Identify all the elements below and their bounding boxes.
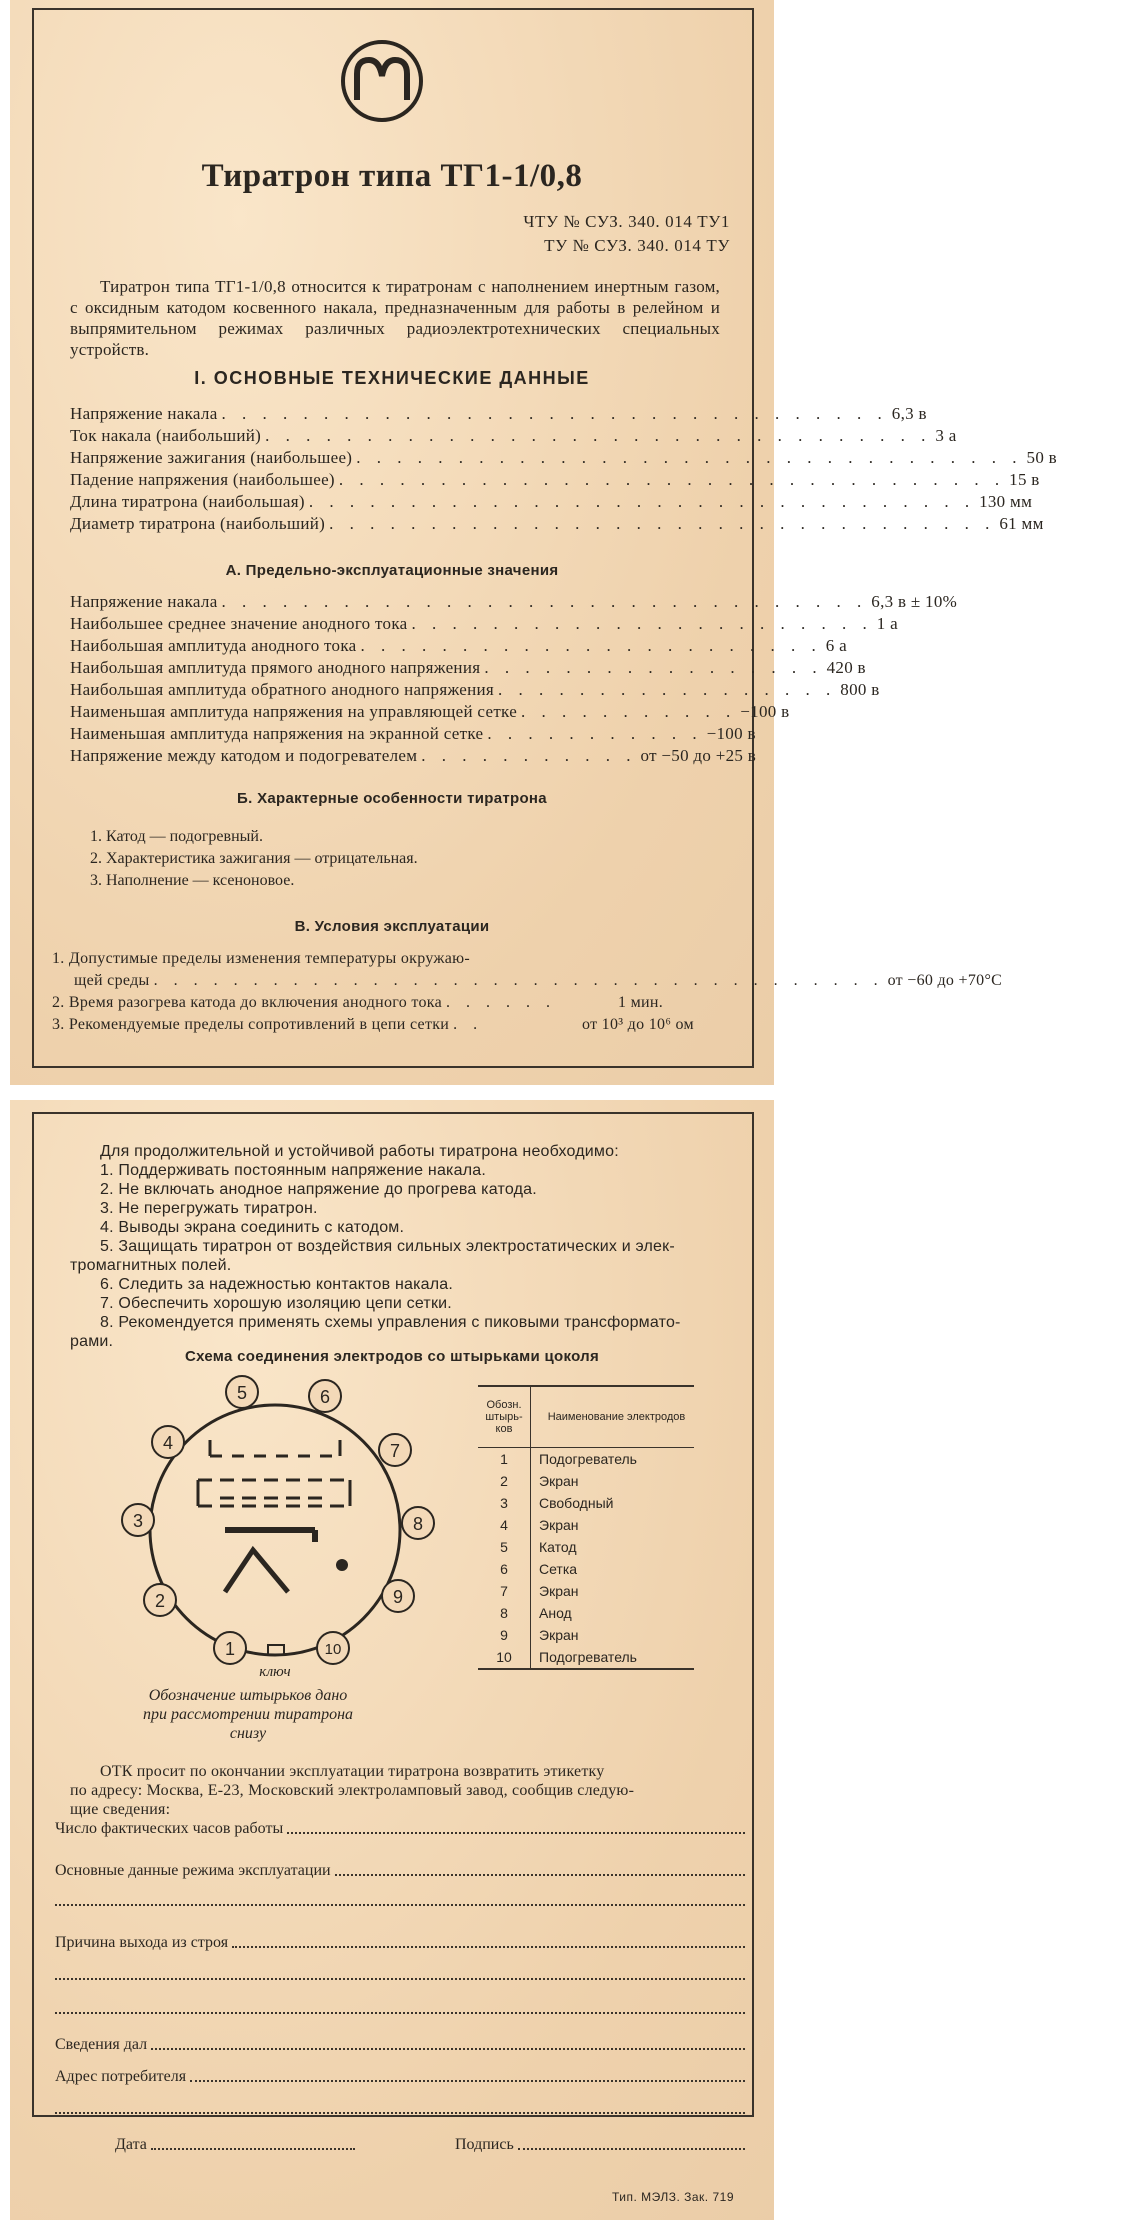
basic-row: Диаметр тиратрона (наибольший) . . . . . . . . . . . . . . . . . . . . . . . . . . . . . . . . . 61 мм — [70, 514, 1044, 533]
pin-1 — [214, 1632, 246, 1664]
otk-request: ОТК просит по окончании эксплуатации тиратрона возвратить этикетку по адресу: Москва, Е-23, Московский электроламповый завод, сообщив следую- щие сведения: — [70, 1763, 635, 1818]
basic-data-list — [70, 404, 1057, 536]
svg-text:9: 9 — [392, 1587, 404, 1607]
limit-row: Наибольшая амплитуда анодного тока . . . . . . . . . . . . . . . . . . . . . . . 6 а — [70, 636, 847, 655]
limit-row: Напряжение между катодом и подогревателем . . . . . . . . . . . от −50 до +25 в — [70, 746, 757, 765]
list-item: 2. Не включать анодное напряжение до прогрева катода. — [100, 1181, 537, 1198]
field-hours[interactable]: Число фактических часов работы — [55, 1816, 745, 1838]
page-title: Тиратрон типа ТГ1-1/0,8 — [201, 158, 583, 194]
key-label: ключ — [259, 1664, 291, 1680]
field-mode-continued[interactable] — [55, 1888, 745, 1910]
limit-row: Наименьшая амплитуда напряжения на управляющей сетке . . . . . . . . . . . −100 в — [70, 702, 790, 721]
field-gave[interactable]: Сведения дал — [55, 2032, 745, 2054]
melz-logo — [341, 40, 423, 122]
basic-row: Напряжение зажигания (наибольшее) . . . . . . . . . . . . . . . . . . . . . . . . . . . . . . . . . 50 в — [70, 448, 1057, 467]
svg-text:1: 1 — [224, 1639, 236, 1659]
section-conditions-title: В. Условия эксплуатации — [294, 918, 490, 935]
m-logo-icon — [351, 52, 413, 112]
pin-2 — [144, 1584, 176, 1616]
basic-row: Ток накала (наибольший) . . . . . . . . . . . . . . . . . . . . . . . . . . . . . . . . . 3 а — [70, 426, 957, 445]
basic-row: Длина тиратрона (наибольшая) . . . . . . . . . . . . . . . . . . . . . . . . . . . . . . . . . 130 мм — [70, 492, 1033, 511]
pin-diagram — [110, 1370, 450, 1690]
table-row: 3 Свободный — [478, 1492, 694, 1514]
pin-3 — [122, 1504, 154, 1536]
pin-9 — [382, 1580, 414, 1612]
basic-row: Падение напряжения (наибольшее) . . . . . . . . . . . . . . . . . . . . . . . . . . . . . . . . . 15 в — [70, 470, 1040, 489]
list-item: 2. Характеристика зажигания — отрицательная. — [90, 850, 418, 867]
label-sheet-front — [10, 0, 1057, 1085]
conditions-list — [52, 950, 1003, 1038]
svg-text:7: 7 — [389, 1441, 401, 1461]
limits-list — [70, 592, 958, 768]
limit-row: Наибольшая амплитуда обратного анодного напряжения . . . . . . . . . . . . . . . . . 800 в — [70, 680, 880, 699]
electrode-symbols — [198, 1440, 350, 1592]
anode-dot — [336, 1559, 348, 1571]
limit-row: Наибольшая амплитуда прямого анодного напряжения . . . . . . . . . . . . . . . . . 420 в — [70, 658, 866, 677]
features-list — [90, 826, 418, 892]
table-row: 5 Катод — [478, 1536, 694, 1558]
list-item: 3. Не перегружать тиратрон. — [100, 1200, 318, 1217]
field-date[interactable]: Дата — [115, 2132, 355, 2154]
list-item: 1. Катод — подогревный. — [90, 828, 263, 845]
pin-7 — [379, 1434, 411, 1466]
svg-text:6: 6 — [319, 1387, 331, 1407]
table-header: Обозн. штырь- ков Наименование электродов — [478, 1387, 694, 1448]
table-row: 8 Анод — [478, 1602, 694, 1624]
electrode-table — [478, 1385, 694, 1670]
limit-row: Наименьшая амплитуда напряжения на экранной сетке . . . . . . . . . . . −100 в — [70, 724, 756, 743]
field-signature[interactable]: Подпись — [455, 2132, 745, 2154]
spec-number-2: ТУ № СУЗ. 340. 014 ТУ — [544, 236, 730, 255]
pin-10 — [317, 1632, 349, 1664]
field-address-continued[interactable] — [55, 2096, 745, 2118]
instructions-block — [70, 1142, 730, 1351]
list-item: 8. Рекомендуется применять схемы управления с пиковыми трансформато- — [100, 1314, 681, 1331]
list-item: 1. Поддерживать постоянным напряжение накала. — [100, 1162, 486, 1179]
pin-5 — [226, 1376, 258, 1408]
pin-6 — [309, 1380, 341, 1412]
list-item: 7. Обеспечить хорошую изоляцию цепи сетки. — [100, 1295, 452, 1312]
condition-row: 1. Допустимые пределы изменения температуры окружаю- — [52, 950, 471, 967]
field-reason-continued[interactable] — [55, 1996, 745, 2018]
section-basic-title: I. ОСНОВНЫЕ ТЕХНИЧЕСКИЕ ДАННЫЕ — [194, 368, 590, 388]
table-row: 2 Экран — [478, 1470, 694, 1492]
svg-text:2: 2 — [154, 1591, 166, 1611]
limit-row: Наибольшее среднее значение анодного тока . . . . . . . . . . . . . . . . . . . . . . . 1 а — [70, 614, 898, 633]
list-item-cont: тромагнитных полей. — [70, 1257, 232, 1274]
label-sheet-back — [10, 1100, 774, 2220]
list-item: 5. Защищать тиратрон от воздействия сильных электростатических и элек- — [100, 1238, 675, 1255]
section-features-title: Б. Характерные особенности тиратрона — [237, 790, 547, 807]
condition-row: 3. Рекомендуемые пределы сопротивлений в цепи сетки . . от 10³ до 10⁶ ом — [52, 1016, 694, 1033]
pin-4 — [152, 1426, 184, 1458]
list-item: 4. Выводы экрана соединить с катодом. — [100, 1219, 405, 1236]
table-row: 6 Сетка — [478, 1558, 694, 1580]
diagram-caption: Обозначение штырьков дано при рассмотрении тиратрона снизу — [142, 1687, 354, 1742]
svg-text:10: 10 — [324, 1641, 342, 1658]
scheme-title: Схема соединения электродов со штырьками цоколя — [184, 1348, 600, 1365]
table-row: 7 Экран — [478, 1580, 694, 1602]
svg-text:4: 4 — [162, 1433, 174, 1453]
field-mode[interactable]: Основные данные режима эксплуатации — [55, 1858, 745, 1880]
print-info: Тип. МЭЛЗ. Зак. 719 — [611, 2190, 734, 2204]
list-item: 3. Наполнение — ксеноновое. — [90, 872, 295, 889]
instructions-intro: Для продолжительной и устойчивой работы тиратрона необходимо: — [100, 1143, 619, 1160]
pin-8 — [402, 1507, 434, 1539]
svg-text:3: 3 — [132, 1511, 144, 1531]
field-address[interactable]: Адрес потребителя — [55, 2064, 745, 2086]
svg-text:5: 5 — [236, 1383, 248, 1403]
field-reason-continued[interactable] — [55, 1962, 745, 1984]
condition-row: 2. Время разогрева катода до включения анодного тока . . . . . . 1 мин. — [52, 994, 664, 1011]
condition-row: щей среды . . . . . . . . . . . . . . . . . . . . . . . . . . . . . . . . . . . . . от −60 до +70°С — [74, 972, 1003, 989]
intro-paragraph: Тиратрон типа ТГ1-1/0,8 относится к тиратронам с наполнением инертным газом, с оксидным катодом косвенного накала, предназначенным для работы в релейном и выпрямительном режимах различных радиоэлектротехнических специальных устройств. — [70, 277, 720, 359]
table-row: 4 Экран — [478, 1514, 694, 1536]
field-reason[interactable]: Причина выхода из строя — [55, 1930, 745, 1952]
section-limits-title: А. Предельно-эксплуатационные значения — [225, 562, 559, 579]
basic-row: Напряжение накала . . . . . . . . . . . . . . . . . . . . . . . . . . . . . . . . . 6,3 в — [70, 404, 927, 423]
svg-text:8: 8 — [412, 1514, 424, 1534]
list-item-cont: рами. — [70, 1333, 114, 1350]
table-row: 1 Подогреватель — [478, 1448, 694, 1470]
table-row: 10 Подогреватель — [478, 1646, 694, 1668]
spec-number-1: ЧТУ № СУЗ. 340. 014 ТУ1 — [523, 212, 730, 231]
table-row: 9 Экран — [478, 1624, 694, 1646]
list-item: 6. Следить за надежностью контактов накала. — [100, 1276, 454, 1293]
limit-row: Напряжение накала . . . . . . . . . . . . . . . . . . . . . . . . . . . . . . . . 6,3 в ± 10% — [70, 592, 958, 611]
